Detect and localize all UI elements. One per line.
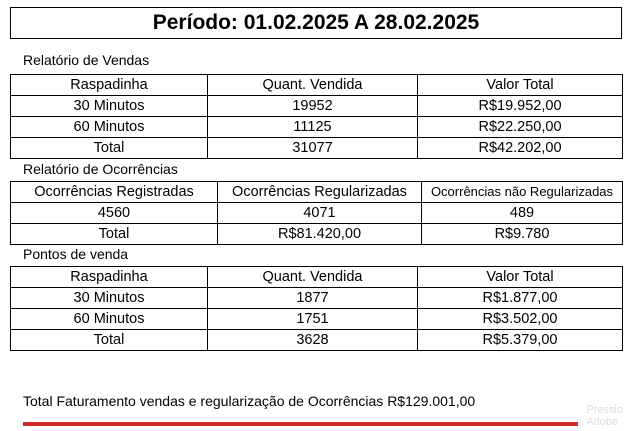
table-cell: 30 Minutos xyxy=(11,96,208,117)
table-cell: 3628 xyxy=(208,330,418,351)
table-cell: 489 xyxy=(422,203,623,224)
table-cell: R$9.780 xyxy=(422,224,623,245)
header-cell: Raspadinha xyxy=(11,267,208,288)
table-cell: Total xyxy=(11,224,218,245)
watermark-line: Pressio xyxy=(586,404,623,416)
table-cell: Total xyxy=(11,330,208,351)
table-cell: R$22.250,00 xyxy=(418,117,623,138)
points-of-sale-label: Pontos de venda xyxy=(23,246,129,262)
red-divider xyxy=(23,422,578,426)
table-row xyxy=(11,309,623,330)
watermark xyxy=(586,404,623,428)
table-cell: Total xyxy=(11,138,208,159)
header-cell: Valor Total xyxy=(418,75,623,96)
table-cell: 60 Minutos xyxy=(11,117,208,138)
table-cell: 31077 xyxy=(208,138,418,159)
table-cell: 1877 xyxy=(208,288,418,309)
header-cell: Ocorrências Regularizadas xyxy=(218,182,422,203)
table-header-row xyxy=(11,267,623,288)
period-title: Período: 01.02.2025 A 28.02.2025 xyxy=(10,7,622,39)
table-cell: 30 Minutos xyxy=(11,288,208,309)
table-header-row xyxy=(11,75,623,96)
table-row xyxy=(11,96,623,117)
table-row xyxy=(11,117,623,138)
table-total-row xyxy=(11,224,623,245)
table-cell: 19952 xyxy=(208,96,418,117)
table-header-row xyxy=(11,182,623,203)
table-cell: R$42.202,00 xyxy=(418,138,623,159)
header-cell: Valor Total xyxy=(418,267,623,288)
total-revenue-text: Total Faturamento vendas e regularização de Ocorrências R$129.001,00 xyxy=(23,393,476,409)
header-cell: Quant. Vendida xyxy=(208,75,418,96)
table-cell: R$1.877,00 xyxy=(418,288,623,309)
table-cell: R$19.952,00 xyxy=(418,96,623,117)
header-cell: Quant. Vendida xyxy=(208,267,418,288)
table-cell: R$3.502,00 xyxy=(418,309,623,330)
points-of-sale-table xyxy=(10,266,623,351)
header-cell: Ocorrências Registradas xyxy=(11,182,218,203)
table-row xyxy=(11,288,623,309)
table-total-row xyxy=(11,330,623,351)
occurrences-report-label: Relatório de Ocorrências xyxy=(23,161,178,177)
sales-report-label: Relatório de Vendas xyxy=(23,52,150,68)
sales-report-table xyxy=(10,74,623,159)
table-cell: R$81.420,00 xyxy=(218,224,422,245)
table-row xyxy=(11,203,623,224)
table-cell: 4560 xyxy=(11,203,218,224)
occurrences-report-table xyxy=(10,181,623,245)
table-cell: R$5.379,00 xyxy=(418,330,623,351)
table-cell: 60 Minutos xyxy=(11,309,208,330)
header-cell: Raspadinha xyxy=(11,75,208,96)
header-cell: Ocorrências não Regularizadas xyxy=(422,182,623,203)
watermark-line: Adobe xyxy=(586,416,619,428)
table-total-row xyxy=(11,138,623,159)
table-cell: 1751 xyxy=(208,309,418,330)
table-cell: 11125 xyxy=(208,117,418,138)
table-cell: 4071 xyxy=(218,203,422,224)
